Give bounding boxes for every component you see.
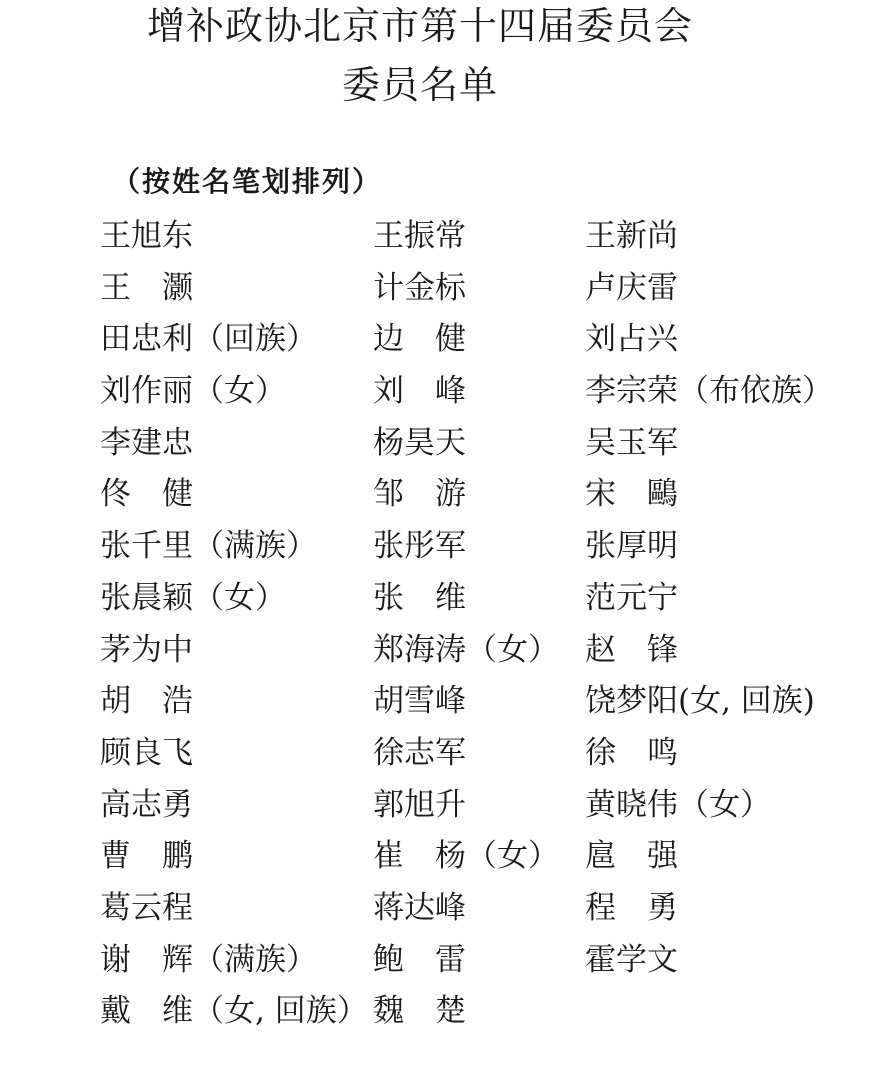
list-row [0, 989, 884, 1041]
member-name: 魏 楚 [373, 993, 466, 1030]
member-name: 霍学文 [585, 941, 678, 978]
list-row [0, 266, 884, 318]
list-row [0, 731, 884, 783]
member-name: 顾良飞 [100, 734, 193, 771]
member-name: 王新尚 [585, 218, 678, 254]
member-name: 赵 锋 [585, 631, 678, 668]
member-name: 刘作丽（女） [100, 373, 286, 410]
document-title-line2: 委员名单 [341, 63, 498, 107]
member-name: 张彤军 [373, 528, 466, 565]
list-row [0, 317, 884, 369]
member-name: 李宗荣（布依族） [585, 373, 833, 410]
list-row [0, 214, 884, 266]
member-name: 王 灏 [100, 269, 193, 306]
member-name: 程 勇 [585, 889, 678, 926]
member-name: 曹 鹏 [100, 838, 193, 875]
member-name: 张厚明 [585, 528, 678, 565]
member-name: 徐志军 [373, 734, 466, 771]
list-row [0, 421, 884, 473]
member-name: 崔 杨（女） [373, 838, 559, 875]
list-row [0, 834, 884, 886]
list-row [0, 369, 884, 421]
member-name: 田忠利（回族） [100, 321, 317, 358]
member-name: 刘占兴 [585, 321, 678, 358]
member-name: 王旭东 [100, 218, 193, 254]
member-name: 鲍 雷 [373, 941, 466, 978]
list-row [0, 628, 884, 680]
member-name: 扈 强 [585, 838, 678, 875]
member-name: 范元宁 [585, 579, 678, 616]
document-title-line1: 增补政协北京市第十四届委员会 [146, 4, 693, 48]
list-row [0, 679, 884, 731]
member-name: 黄晓伟（女） [585, 786, 771, 823]
member-name: 邹 游 [373, 476, 466, 513]
member-name: 佟 健 [100, 476, 193, 513]
list-row [0, 472, 884, 524]
member-name: 宋 鷗 [585, 476, 678, 513]
list-row [0, 938, 884, 990]
member-name: 王振常 [373, 218, 466, 254]
member-name: 蒋达峰 [373, 889, 466, 926]
member-name: 张千里（满族） [100, 528, 317, 565]
list-row [0, 576, 884, 628]
member-name: 刘 峰 [373, 373, 466, 410]
member-name: 戴 维（女, 回族） [100, 993, 368, 1030]
sort-order-note: （按姓名笔划排列） [112, 165, 383, 198]
member-name: 胡 浩 [100, 683, 193, 720]
member-name: 张晨颖（女） [100, 579, 286, 616]
member-name: 郭旭升 [373, 786, 466, 823]
member-name: 徐 鸣 [585, 734, 678, 771]
member-name: 葛云程 [100, 889, 193, 926]
member-name: 饶梦阳(女, 回族) [585, 683, 815, 720]
member-name: 李建忠 [100, 424, 193, 461]
member-name: 谢 辉（满族） [100, 941, 317, 978]
member-name: 杨昊天 [373, 424, 466, 461]
list-row [0, 886, 884, 938]
member-name: 吴玉军 [585, 424, 678, 461]
member-name: 胡雪峰 [373, 683, 466, 720]
member-name: 计金标 [373, 269, 466, 306]
member-name: 边 健 [373, 321, 466, 358]
member-name: 张 维 [373, 579, 466, 616]
member-name: 茅为中 [100, 631, 193, 668]
list-row [0, 783, 884, 835]
member-name: 卢庆雷 [585, 269, 678, 306]
member-name-list [0, 214, 884, 1041]
member-name: 高志勇 [100, 786, 193, 823]
member-name: 郑海涛（女） [373, 631, 559, 668]
list-row [0, 524, 884, 576]
